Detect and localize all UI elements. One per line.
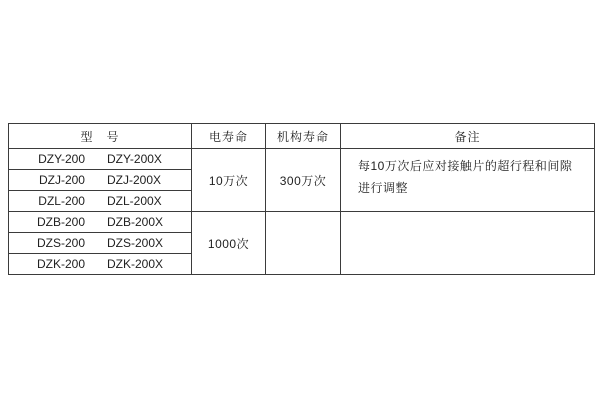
model-variant: DZB-200X [107,215,164,229]
model-cell [9,254,192,275]
model-variant: DZJ-200X [106,173,162,187]
model-standard: DZJ-200 [38,173,85,187]
model-pair [9,173,191,187]
model-cell [9,170,192,191]
model-standard: DZL-200 [38,194,85,208]
model-pair [9,257,191,271]
electrical-life-cell: 10万次 [192,149,266,212]
mechanical-life-cell: 300万次 [266,149,341,212]
header-mechanical-life: 机构寿命 [266,124,341,149]
header-electrical-life: 电寿命 [192,124,266,149]
remark-cell [341,212,595,275]
remark-line: 进行调整 [358,181,409,195]
relay-life-spec-table [8,123,595,275]
table-row [9,212,595,233]
model-variant: DZK-200X [107,257,164,271]
model-variant: DZS-200X [107,236,164,250]
model-pair [9,215,191,229]
model-pair [9,194,191,208]
model-cell [9,191,192,212]
model-cell [9,149,192,170]
model-standard: DZB-200 [36,215,85,229]
model-variant: DZL-200X [106,194,162,208]
remark-line: 每10万次后应对接触片的超行程和间隙 [358,159,573,173]
model-cell [9,212,192,233]
model-cell [9,233,192,254]
model-pair [9,152,191,166]
header-model: 型 号 [9,124,192,149]
model-standard: DZY-200 [38,152,85,166]
model-pair [9,236,191,250]
header-remark: 备注 [341,124,595,149]
model-standard: DZK-200 [36,257,85,271]
header-row [9,124,595,149]
electrical-life-cell: 1000次 [192,212,266,275]
remark-cell [341,149,595,212]
mechanical-life-cell [266,212,341,275]
model-variant: DZY-200X [107,152,162,166]
model-standard: DZS-200 [36,236,85,250]
table-row [9,149,595,170]
